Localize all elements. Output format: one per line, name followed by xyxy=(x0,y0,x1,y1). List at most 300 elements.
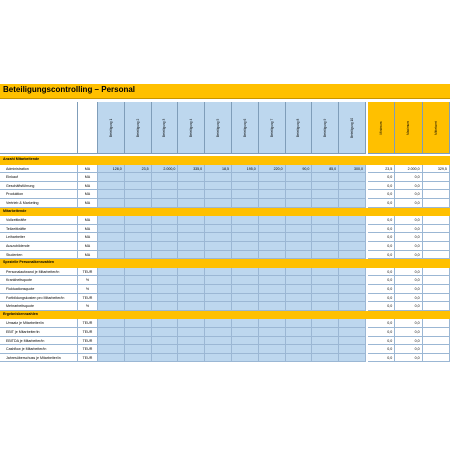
value-cell[interactable] xyxy=(232,302,259,311)
value-cell[interactable] xyxy=(232,242,259,251)
value-cell[interactable] xyxy=(312,294,339,303)
header-stat-1[interactable] xyxy=(368,102,395,154)
header-participation-9[interactable] xyxy=(312,102,339,154)
value-cell[interactable] xyxy=(232,337,259,346)
stat-cell: 0,0 xyxy=(368,216,395,225)
header-participation-10[interactable] xyxy=(339,102,366,154)
value-cell[interactable] xyxy=(205,251,232,260)
stat-cell xyxy=(423,242,450,251)
value-cell[interactable] xyxy=(232,251,259,260)
value-cell[interactable] xyxy=(98,173,125,182)
value-cell[interactable] xyxy=(286,302,313,311)
stat-cell: 0,0 xyxy=(395,233,422,242)
value-cell[interactable]: 18,5 xyxy=(205,165,232,174)
stat-cell xyxy=(423,216,450,225)
value-cell[interactable] xyxy=(178,199,205,208)
header-stat-2[interactable] xyxy=(395,102,422,154)
value-cell[interactable] xyxy=(98,216,125,225)
header-participation-2[interactable] xyxy=(125,102,152,154)
value-cell[interactable] xyxy=(339,319,366,328)
value-cell[interactable] xyxy=(286,268,313,277)
value-cell[interactable] xyxy=(339,233,366,242)
value-cell[interactable] xyxy=(98,225,125,234)
value-cell[interactable] xyxy=(125,190,152,199)
header-stat-1-label: Minimum xyxy=(379,121,384,134)
value-cell[interactable]: 220,0 xyxy=(259,165,286,174)
value-cell[interactable] xyxy=(286,242,313,251)
value-cell[interactable] xyxy=(259,199,286,208)
stat-cell: 0,0 xyxy=(368,319,395,328)
table-row xyxy=(0,173,450,182)
value-cell[interactable] xyxy=(178,182,205,191)
value-cell[interactable] xyxy=(312,233,339,242)
value-cell[interactable] xyxy=(259,328,286,337)
value-cell[interactable] xyxy=(205,354,232,363)
header-participation-10-label: Beteiligung 10 xyxy=(350,117,355,138)
value-cell[interactable] xyxy=(259,354,286,363)
stat-cell: 0,0 xyxy=(368,225,395,234)
header-label-column[interactable] xyxy=(0,102,78,154)
value-cell[interactable] xyxy=(312,354,339,363)
value-cell[interactable] xyxy=(339,302,366,311)
value-cell[interactable] xyxy=(205,345,232,354)
stat-cell: 329,5 xyxy=(423,165,450,174)
value-cell[interactable] xyxy=(286,225,313,234)
stat-cell xyxy=(423,251,450,260)
value-cell[interactable] xyxy=(339,328,366,337)
value-cell[interactable] xyxy=(232,354,259,363)
row-label: Krankheitsquote xyxy=(0,276,78,285)
stat-cell: 0,0 xyxy=(395,285,422,294)
value-cell[interactable] xyxy=(259,345,286,354)
header-participation-8-label: Beteiligung 8 xyxy=(296,118,301,137)
value-cell[interactable] xyxy=(205,268,232,277)
value-cell[interactable] xyxy=(232,225,259,234)
section-header xyxy=(0,156,450,165)
stat-cell xyxy=(423,173,450,182)
value-cell[interactable] xyxy=(339,285,366,294)
value-cell[interactable] xyxy=(178,337,205,346)
value-cell[interactable] xyxy=(98,302,125,311)
row-unit: MA xyxy=(78,199,98,208)
value-cell[interactable] xyxy=(232,216,259,225)
value-cell[interactable] xyxy=(286,285,313,294)
value-cell[interactable] xyxy=(125,251,152,260)
header-participation-7-label: Beteiligung 7 xyxy=(269,118,274,137)
value-cell[interactable] xyxy=(178,319,205,328)
value-cell[interactable] xyxy=(152,268,179,277)
section-header xyxy=(0,208,450,217)
value-cell[interactable] xyxy=(205,216,232,225)
row-unit: MA xyxy=(78,216,98,225)
value-cell[interactable] xyxy=(178,233,205,242)
value-cell[interactable] xyxy=(312,190,339,199)
value-cell[interactable] xyxy=(178,294,205,303)
value-cell[interactable] xyxy=(178,354,205,363)
value-cell[interactable] xyxy=(259,173,286,182)
value-cell[interactable] xyxy=(259,294,286,303)
value-cell[interactable] xyxy=(152,233,179,242)
value-cell[interactable] xyxy=(232,345,259,354)
value-cell[interactable] xyxy=(98,354,125,363)
value-cell[interactable] xyxy=(312,199,339,208)
value-cell[interactable] xyxy=(259,251,286,260)
value-cell[interactable] xyxy=(98,268,125,277)
value-cell[interactable] xyxy=(125,173,152,182)
header-participation-6-label: Beteiligung 6 xyxy=(242,118,247,137)
value-cell[interactable] xyxy=(152,337,179,346)
value-cell[interactable] xyxy=(232,173,259,182)
value-cell[interactable] xyxy=(339,276,366,285)
value-cell[interactable] xyxy=(232,190,259,199)
value-cell[interactable] xyxy=(205,225,232,234)
value-cell[interactable] xyxy=(286,294,313,303)
value-cell[interactable] xyxy=(286,190,313,199)
value-cell[interactable] xyxy=(339,251,366,260)
value-cell[interactable]: 335,0 xyxy=(178,165,205,174)
value-cell[interactable] xyxy=(125,242,152,251)
table-row xyxy=(0,319,450,328)
table-row xyxy=(0,268,450,277)
value-cell[interactable] xyxy=(232,276,259,285)
value-cell[interactable] xyxy=(312,302,339,311)
value-cell[interactable] xyxy=(205,182,232,191)
sheet-title: Beteiligungscontrolling – Personal xyxy=(3,85,136,94)
value-cell[interactable] xyxy=(259,276,286,285)
value-cell[interactable] xyxy=(312,328,339,337)
value-cell[interactable] xyxy=(232,319,259,328)
value-cell[interactable] xyxy=(98,319,125,328)
row-unit: MA xyxy=(78,233,98,242)
value-cell[interactable] xyxy=(152,302,179,311)
stat-cell: 0,0 xyxy=(368,182,395,191)
value-cell[interactable] xyxy=(152,328,179,337)
value-cell[interactable] xyxy=(286,173,313,182)
value-cell[interactable] xyxy=(125,233,152,242)
row-label: Geschäftsführung xyxy=(0,182,78,191)
value-cell[interactable] xyxy=(232,182,259,191)
row-unit: MA xyxy=(78,173,98,182)
value-cell[interactable] xyxy=(205,285,232,294)
table-row xyxy=(0,251,450,260)
value-cell[interactable] xyxy=(98,337,125,346)
value-cell[interactable] xyxy=(98,199,125,208)
value-cell[interactable] xyxy=(125,294,152,303)
value-cell[interactable] xyxy=(152,276,179,285)
value-cell[interactable] xyxy=(152,354,179,363)
row-label: Teilzeitkräfte xyxy=(0,225,78,234)
value-cell[interactable] xyxy=(286,354,313,363)
value-cell[interactable] xyxy=(286,328,313,337)
value-cell[interactable] xyxy=(259,302,286,311)
value-cell[interactable] xyxy=(339,182,366,191)
value-cell[interactable] xyxy=(286,345,313,354)
row-label: EBIT je Mitarbeiter/in xyxy=(0,328,78,337)
value-cell[interactable] xyxy=(178,345,205,354)
value-cell[interactable] xyxy=(152,294,179,303)
value-cell[interactable] xyxy=(152,345,179,354)
value-cell[interactable] xyxy=(205,319,232,328)
stat-cell: 0,0 xyxy=(395,354,422,363)
value-cell[interactable] xyxy=(205,294,232,303)
value-cell[interactable] xyxy=(178,190,205,199)
value-cell[interactable] xyxy=(286,182,313,191)
header-participation-4[interactable] xyxy=(178,102,205,154)
stat-cell: 0,0 xyxy=(395,337,422,346)
value-cell[interactable] xyxy=(259,285,286,294)
row-label: Vertrieb & Marketing xyxy=(0,199,78,208)
stat-cell: 0,0 xyxy=(368,328,395,337)
value-cell[interactable] xyxy=(205,173,232,182)
header-participation-5-label: Beteiligung 5 xyxy=(216,118,221,137)
table-row xyxy=(0,233,450,242)
value-cell[interactable] xyxy=(178,251,205,260)
value-cell[interactable] xyxy=(286,199,313,208)
value-cell[interactable] xyxy=(125,182,152,191)
value-cell[interactable] xyxy=(178,276,205,285)
value-cell[interactable] xyxy=(232,285,259,294)
value-cell[interactable] xyxy=(125,345,152,354)
value-cell[interactable] xyxy=(178,302,205,311)
value-cell[interactable] xyxy=(286,233,313,242)
column-header-row xyxy=(0,102,450,154)
value-cell[interactable] xyxy=(312,268,339,277)
value-cell[interactable] xyxy=(232,328,259,337)
row-label: Jahresüberschuss je Mitarbeiter/in xyxy=(0,354,78,363)
value-cell[interactable]: 90,0 xyxy=(286,165,313,174)
row-label: Auszubildende xyxy=(0,242,78,251)
value-cell[interactable] xyxy=(232,199,259,208)
row-unit: TEUR xyxy=(78,294,98,303)
stat-cell: 0,0 xyxy=(368,285,395,294)
header-participation-1[interactable] xyxy=(98,102,125,154)
table-row xyxy=(0,276,450,285)
value-cell[interactable] xyxy=(125,302,152,311)
row-unit: MA xyxy=(78,242,98,251)
stat-cell: 0,0 xyxy=(368,199,395,208)
value-cell[interactable] xyxy=(98,190,125,199)
value-cell[interactable] xyxy=(152,225,179,234)
row-unit: MA xyxy=(78,190,98,199)
header-participation-6[interactable] xyxy=(232,102,259,154)
table-row xyxy=(0,285,450,294)
value-cell[interactable] xyxy=(125,268,152,277)
value-cell[interactable] xyxy=(339,268,366,277)
value-cell[interactable] xyxy=(232,268,259,277)
header-participation-7[interactable] xyxy=(259,102,286,154)
value-cell[interactable] xyxy=(232,233,259,242)
stat-cell: 0,0 xyxy=(368,354,395,363)
section-header xyxy=(0,311,450,320)
stat-cell: 0,0 xyxy=(368,190,395,199)
table-row xyxy=(0,242,450,251)
value-cell[interactable] xyxy=(205,242,232,251)
stat-cell: 0,0 xyxy=(395,173,422,182)
section-title: Spezielle Personalkennzahlen xyxy=(3,260,55,265)
value-cell[interactable] xyxy=(98,276,125,285)
value-cell[interactable] xyxy=(312,173,339,182)
value-cell[interactable] xyxy=(98,328,125,337)
row-label: Einkauf xyxy=(0,173,78,182)
value-cell[interactable] xyxy=(312,225,339,234)
value-cell[interactable] xyxy=(125,285,152,294)
value-cell[interactable] xyxy=(232,294,259,303)
header-participation-5[interactable] xyxy=(205,102,232,154)
value-cell[interactable] xyxy=(125,225,152,234)
value-cell[interactable]: 2.000,0 xyxy=(152,165,179,174)
value-cell[interactable] xyxy=(178,242,205,251)
value-cell[interactable] xyxy=(205,337,232,346)
value-cell[interactable] xyxy=(125,328,152,337)
value-cell[interactable] xyxy=(339,225,366,234)
value-cell[interactable] xyxy=(152,199,179,208)
value-cell[interactable] xyxy=(98,182,125,191)
value-cell[interactable] xyxy=(98,251,125,260)
stat-cell: 0,0 xyxy=(368,294,395,303)
stat-cell: 0,0 xyxy=(395,345,422,354)
stat-cell: 0,0 xyxy=(395,319,422,328)
header-participation-3-label: Beteiligung 3 xyxy=(162,118,167,137)
value-cell[interactable] xyxy=(178,328,205,337)
value-cell[interactable] xyxy=(259,319,286,328)
stat-cell xyxy=(423,233,450,242)
value-cell[interactable] xyxy=(98,294,125,303)
value-cell[interactable] xyxy=(205,190,232,199)
row-label: Produktion xyxy=(0,190,78,199)
value-cell[interactable] xyxy=(125,319,152,328)
row-unit: TEUR xyxy=(78,319,98,328)
value-cell[interactable] xyxy=(286,276,313,285)
row-label: Mehrarbeitsquote xyxy=(0,302,78,311)
table-row xyxy=(0,216,450,225)
stat-cell: 0,0 xyxy=(368,242,395,251)
row-unit: MA xyxy=(78,225,98,234)
value-cell[interactable] xyxy=(98,285,125,294)
value-cell[interactable] xyxy=(125,276,152,285)
table-row xyxy=(0,294,450,303)
value-cell[interactable] xyxy=(125,354,152,363)
value-cell[interactable] xyxy=(205,233,232,242)
value-cell[interactable] xyxy=(259,182,286,191)
value-cell[interactable] xyxy=(339,216,366,225)
value-cell[interactable] xyxy=(205,276,232,285)
stat-cell: 0,0 xyxy=(395,242,422,251)
value-cell[interactable] xyxy=(178,285,205,294)
value-cell[interactable] xyxy=(312,276,339,285)
value-cell[interactable] xyxy=(286,319,313,328)
value-cell[interactable] xyxy=(205,302,232,311)
value-cell[interactable] xyxy=(339,173,366,182)
value-cell[interactable] xyxy=(205,328,232,337)
value-cell[interactable] xyxy=(286,251,313,260)
value-cell[interactable] xyxy=(125,199,152,208)
value-cell[interactable] xyxy=(286,216,313,225)
value-cell[interactable] xyxy=(98,242,125,251)
value-cell[interactable]: 128,0 xyxy=(98,165,125,174)
value-cell[interactable] xyxy=(152,285,179,294)
stat-cell: 23,5 xyxy=(368,165,395,174)
value-cell[interactable] xyxy=(152,242,179,251)
stat-cell xyxy=(423,276,450,285)
value-cell[interactable] xyxy=(125,216,152,225)
value-cell[interactable] xyxy=(259,225,286,234)
table-row xyxy=(0,165,450,174)
stat-cell xyxy=(423,190,450,199)
value-cell[interactable] xyxy=(339,354,366,363)
value-cell[interactable] xyxy=(152,173,179,182)
value-cell[interactable] xyxy=(205,199,232,208)
value-cell[interactable] xyxy=(312,285,339,294)
value-cell[interactable] xyxy=(152,319,179,328)
value-cell[interactable] xyxy=(312,242,339,251)
value-cell[interactable] xyxy=(98,233,125,242)
value-cell[interactable] xyxy=(98,345,125,354)
value-cell[interactable] xyxy=(125,337,152,346)
value-cell[interactable] xyxy=(178,216,205,225)
stat-cell xyxy=(423,225,450,234)
value-cell[interactable] xyxy=(312,216,339,225)
value-cell[interactable]: 195,0 xyxy=(232,165,259,174)
header-unit-column[interactable] xyxy=(78,102,98,154)
value-cell[interactable] xyxy=(259,233,286,242)
value-cell[interactable] xyxy=(339,190,366,199)
header-participation-8[interactable] xyxy=(286,102,313,154)
row-label: Studenten xyxy=(0,251,78,260)
value-cell[interactable]: 300,0 xyxy=(339,165,366,174)
value-cell[interactable] xyxy=(339,294,366,303)
stat-cell xyxy=(423,268,450,277)
value-cell[interactable] xyxy=(259,190,286,199)
stat-cell: 0,0 xyxy=(395,302,422,311)
stat-cell: 0,0 xyxy=(395,199,422,208)
value-cell[interactable] xyxy=(339,242,366,251)
value-cell[interactable] xyxy=(259,242,286,251)
row-unit: TEUR xyxy=(78,337,98,346)
value-cell[interactable] xyxy=(178,173,205,182)
value-cell[interactable] xyxy=(339,199,366,208)
value-cell[interactable] xyxy=(312,319,339,328)
table-row xyxy=(0,337,450,346)
value-cell[interactable] xyxy=(152,190,179,199)
table-row xyxy=(0,302,450,311)
value-cell[interactable] xyxy=(152,216,179,225)
value-cell[interactable] xyxy=(286,337,313,346)
value-cell[interactable]: 85,0 xyxy=(312,165,339,174)
header-stat-3[interactable] xyxy=(423,102,450,154)
value-cell[interactable] xyxy=(312,337,339,346)
value-cell[interactable] xyxy=(259,268,286,277)
value-cell[interactable] xyxy=(312,182,339,191)
stat-cell xyxy=(423,354,450,363)
value-cell[interactable] xyxy=(152,251,179,260)
value-cell[interactable] xyxy=(178,225,205,234)
value-cell[interactable]: 23,5 xyxy=(125,165,152,174)
header-participation-3[interactable] xyxy=(152,102,179,154)
value-cell[interactable] xyxy=(339,337,366,346)
value-cell[interactable] xyxy=(312,345,339,354)
row-label: EBITDA je Mitarbeiter/in xyxy=(0,337,78,346)
value-cell[interactable] xyxy=(339,345,366,354)
value-cell[interactable] xyxy=(312,251,339,260)
row-unit: MA xyxy=(78,251,98,260)
row-label: Leiharbeiter xyxy=(0,233,78,242)
stat-cell: 2.000,0 xyxy=(395,165,422,174)
value-cell[interactable] xyxy=(259,216,286,225)
value-cell[interactable] xyxy=(152,182,179,191)
value-cell[interactable] xyxy=(259,337,286,346)
value-cell[interactable] xyxy=(178,268,205,277)
header-participation-4-label: Beteiligung 4 xyxy=(189,118,194,137)
